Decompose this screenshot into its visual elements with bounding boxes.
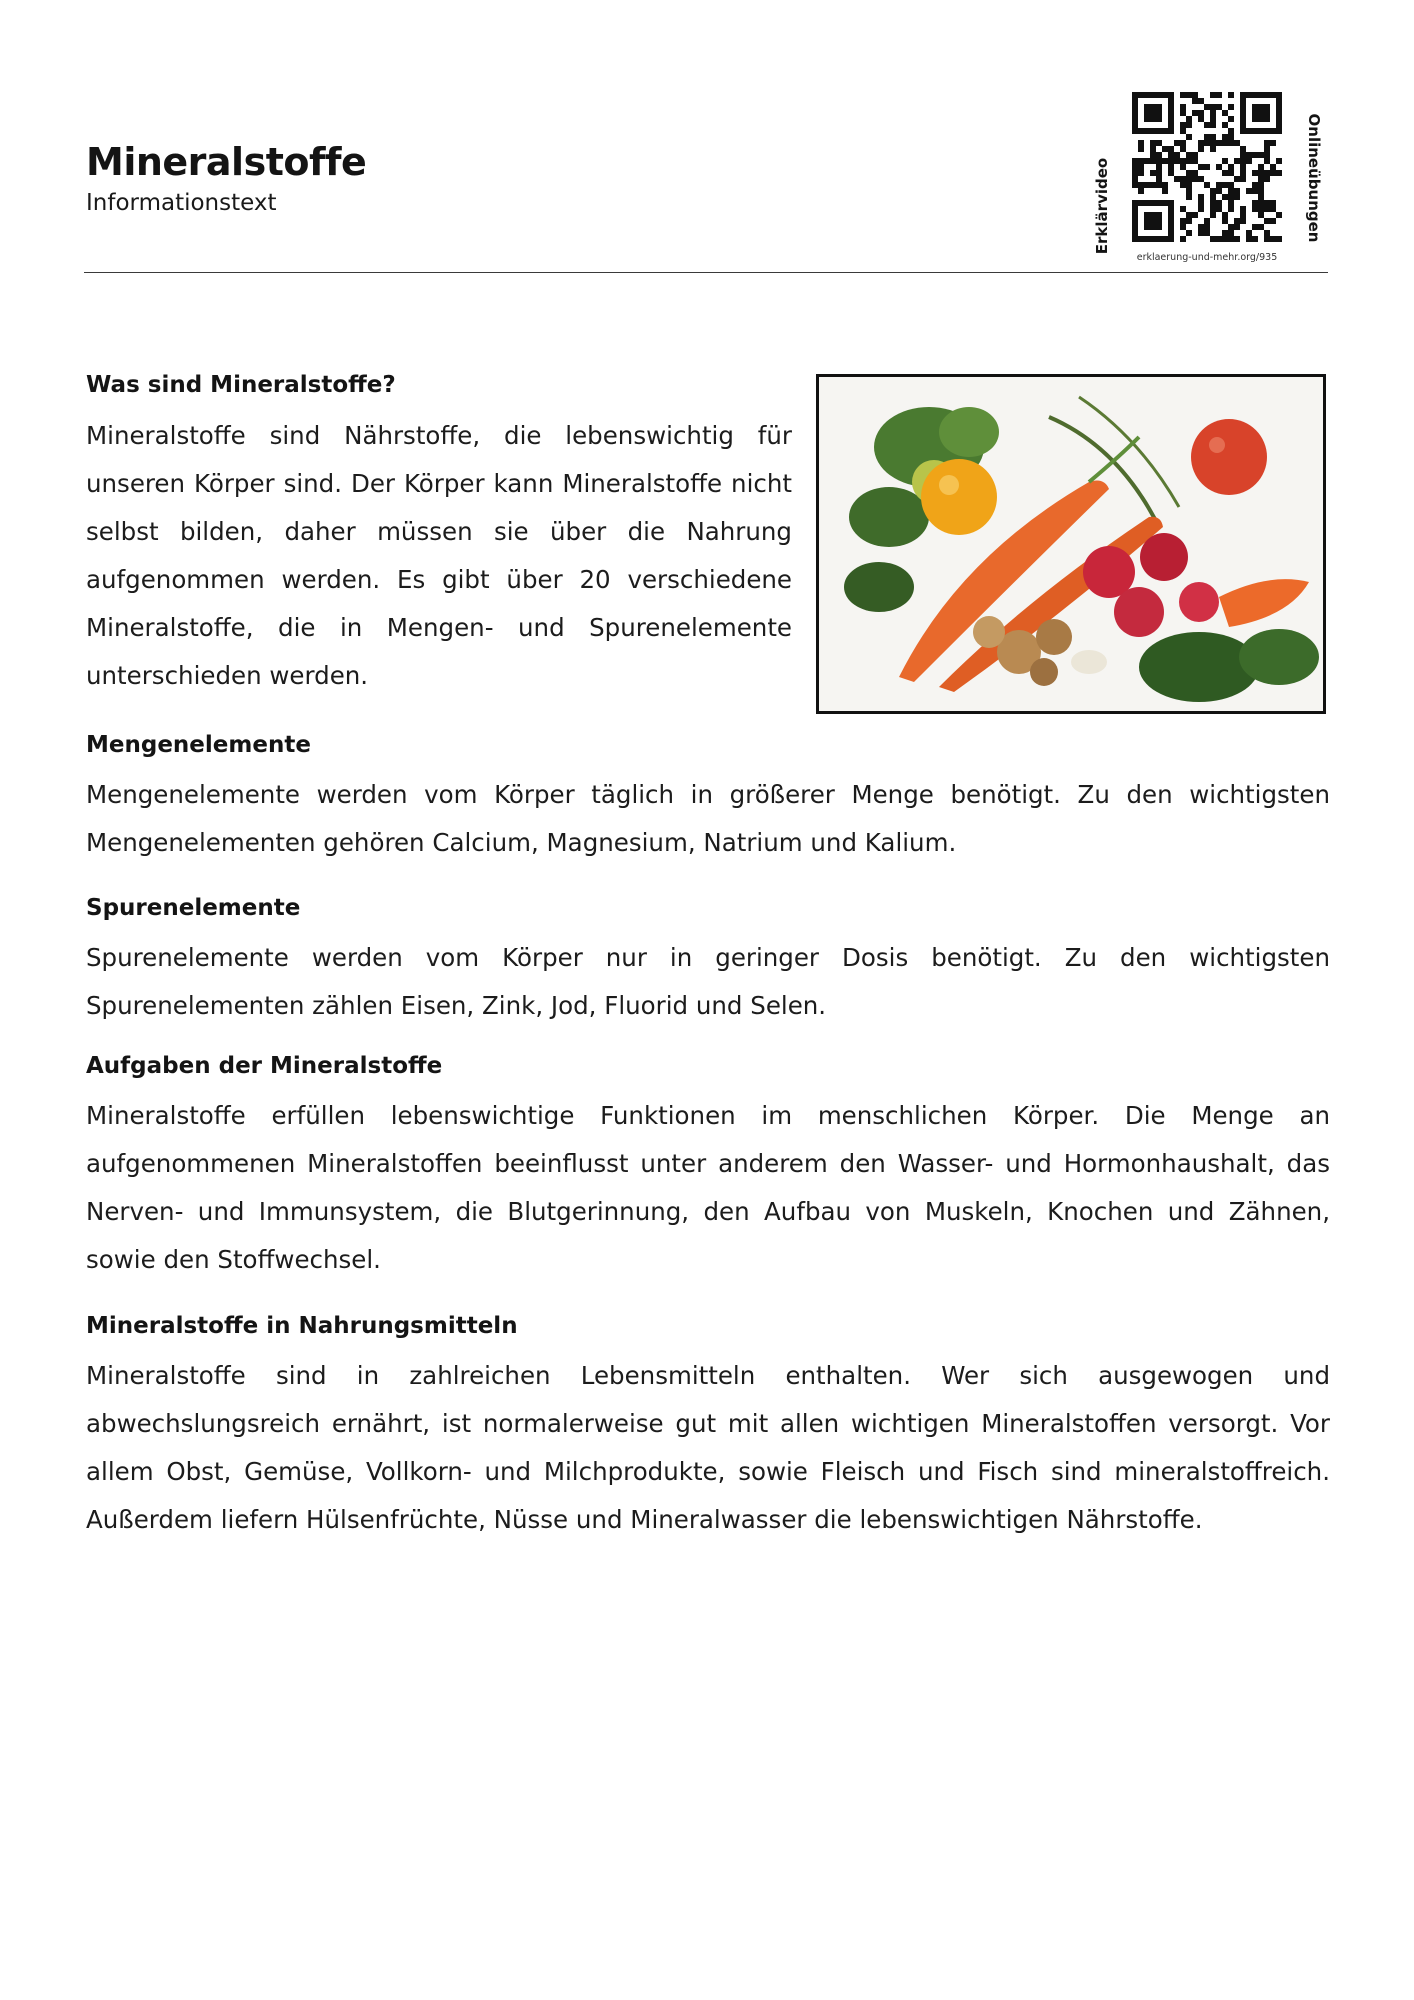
vegetables-illustration	[819, 377, 1323, 711]
walnut-shape	[973, 616, 1005, 648]
page-title: Mineralstoffe	[86, 140, 367, 184]
page-subtitle: Informationstext	[86, 190, 277, 216]
tomato-shape	[1191, 419, 1267, 495]
leaf-shape	[844, 562, 914, 612]
qr-url: erklaerung-und-mehr.org/935	[1136, 252, 1278, 263]
section-text-intro: Mineralstoffe sind Nährstoffe, die lebenswichtig für unseren Körper sind. Der Körper kann Mineralstoffe nicht selbst bilden, daher müssen sie über die Nahrung aufgenommen werden. Es gibt über 20 verschiedene Mineralstoffe, die in Mengen- und Spurenelemente unterschieden werden.	[86, 421, 792, 690]
section-heading-mengenelemente: Mengenelemente	[86, 732, 311, 758]
leaf-shape	[939, 407, 999, 457]
section-text-spurenelemente: Spurenelemente werden vom Körper nur in geringer Dosis benötigt. Zu den wichtigsten Spurenelementen zählen Eisen, Zink, Jod, Fluorid und Selen.	[86, 943, 1330, 1020]
section-heading-nahrungsmittel: Mineralstoffe in Nahrungsmitteln	[86, 1313, 518, 1339]
header-divider	[84, 272, 1328, 273]
section-text-aufgaben: Mineralstoffe erfüllen lebenswichtige Funktionen im menschlichen Körper. Die Menge an aufgenommenen Mineralstoffen beeinflusst unter anderem den Wasser- und Hormonhaushalt, das Nerven- und Immunsystem, die Blutgerinnung, den Aufbau von Muskeln, Knochen und Zähnen, sowie den Stoffwechsel.	[86, 1101, 1330, 1274]
section-text-mengenelemente: Mengenelemente werden vom Körper täglich in größerer Menge benötigt. Zu den wichtigsten Mengenelementen gehören Calcium, Magnesium, Natrium und Kalium.	[86, 780, 1330, 857]
leaf-shape	[849, 487, 929, 547]
section-heading-intro: Was sind Mineralstoffe?	[86, 372, 396, 398]
raspberry-shape	[1140, 533, 1188, 581]
leaf-shape	[1239, 629, 1319, 685]
walnut-shape	[1036, 619, 1072, 655]
section-text-nahrungsmittel: Mineralstoffe sind in zahlreichen Lebensmitteln enthalten. Wer sich ausgewogen und abwechslungsreich ernährt, ist normalerweise gut mit allen wichtigen Mineralstoffen versorgt. Vor allem Obst, Gemüse, Vollkorn- und Milchprodukte, sowie Fleisch und Fisch sind mineralstoffreich. Außerdem liefern Hülsenfrüchte, Nüsse und Mineralwasser die lebenswichtigen Nährstoffe.	[86, 1361, 1330, 1534]
qr-label-exercises: Onlineübungen	[1305, 113, 1323, 243]
leaf-shape	[1139, 632, 1259, 702]
vegetables-photo-icon	[816, 374, 1326, 714]
qr-code-icon[interactable]	[1132, 92, 1282, 242]
walnut-shape	[1030, 658, 1058, 686]
qr-label-video: Erklärvideo	[1093, 157, 1111, 255]
section-heading-spurenelemente: Spurenelemente	[86, 895, 301, 921]
raspberry-shape	[1114, 587, 1164, 637]
qr-block	[1086, 86, 1330, 272]
raspberry-shape	[1179, 582, 1219, 622]
section-heading-aufgaben: Aufgaben der Mineralstoffe	[86, 1053, 443, 1079]
pepper-shape	[921, 459, 997, 535]
